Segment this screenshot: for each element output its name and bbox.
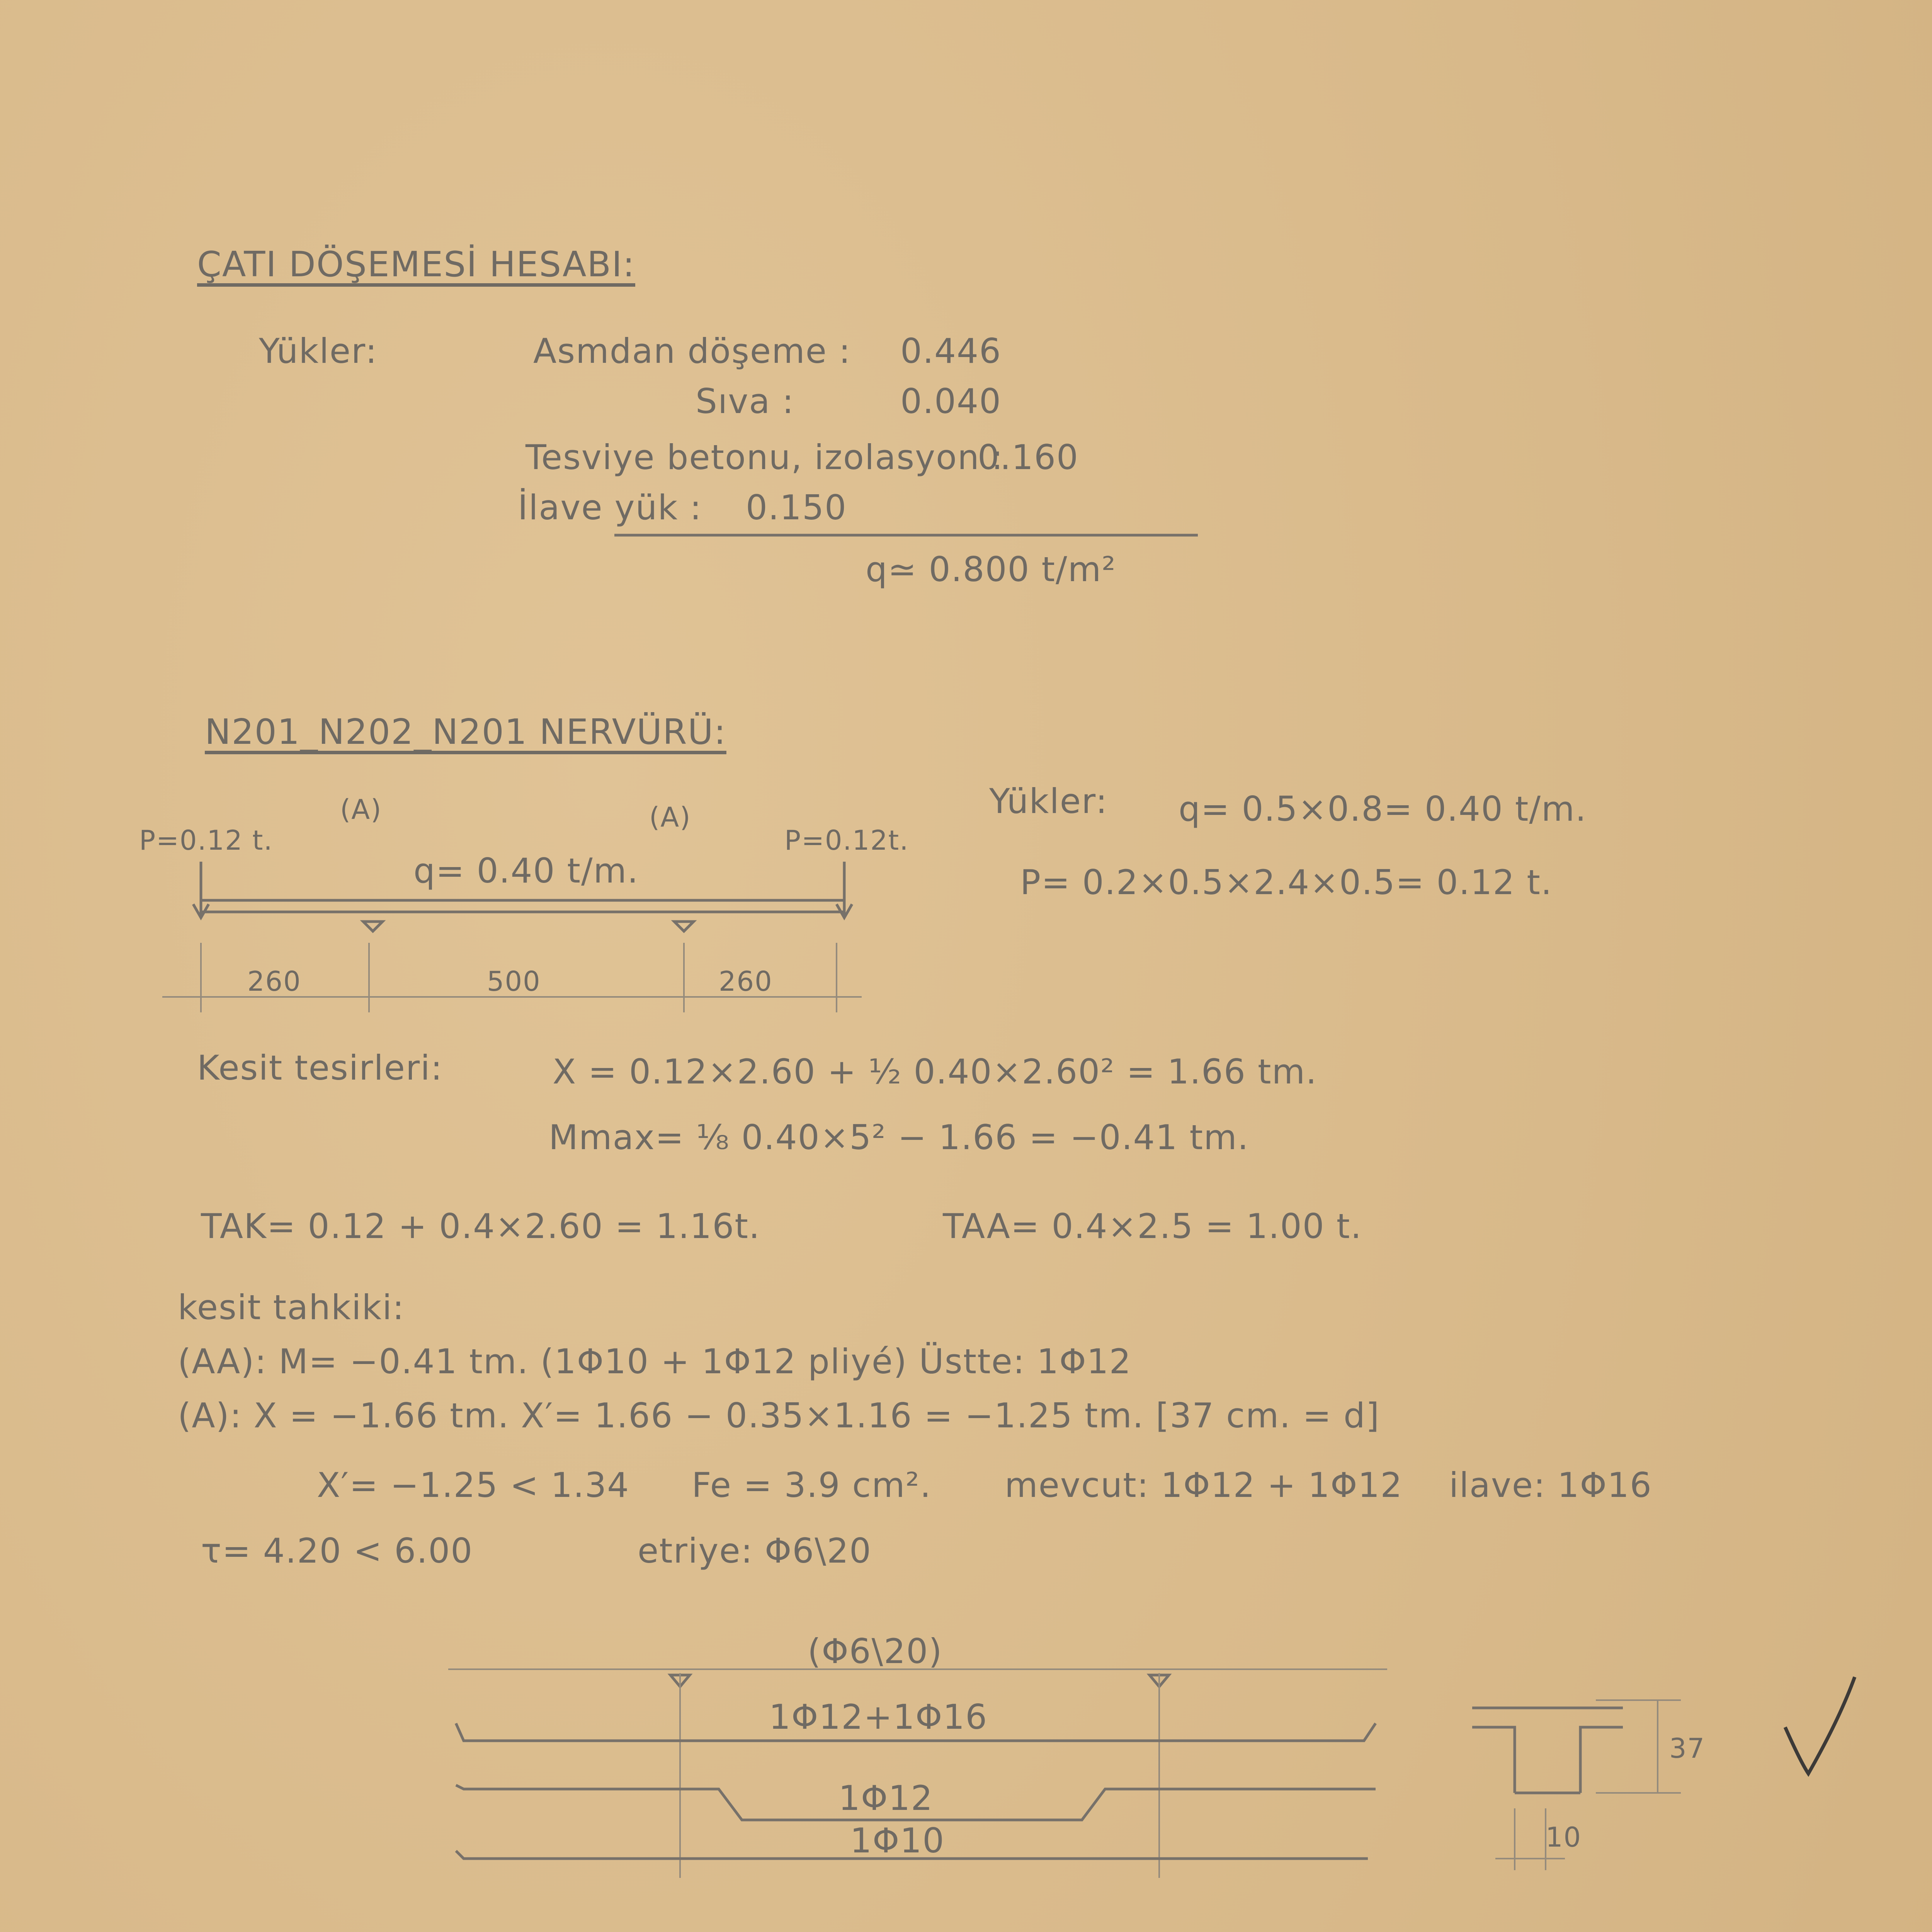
rib-rebar-stirrup: (Φ6\20) [808, 1631, 943, 1671]
rib-check-a: (A): X = −1.66 tm. X′= 1.66 − 0.35×1.16 = −1.25 tm. [37 cm. = d] [178, 1396, 1380, 1435]
rib-rebar-detail [448, 1669, 1387, 1878]
rib-title: N201_N202_N201 NERVÜRÜ: [205, 712, 726, 752]
rib-tau: τ= 4.20 < 6.00 [201, 1531, 473, 1571]
rib-bottom-bar [456, 1851, 1368, 1859]
rib-bent-bar [456, 1785, 1376, 1820]
rib-top-bar [456, 1723, 1376, 1741]
rib-load-diagram [162, 862, 862, 1012]
rib-eq-x: X = 0.12×2.60 + ½ 0.40×2.60² = 1.66 tm. [553, 1052, 1318, 1092]
load-item-name: İlave yük : [518, 488, 702, 527]
rib-rebar-bent: 1Φ12 [838, 1778, 934, 1818]
rib-check-x2: X′= −1.25 < 1.34 [317, 1465, 630, 1505]
load-item-value: 0.160 [978, 437, 1079, 477]
rib-distributed-load: q= 0.40 t/m. [413, 851, 639, 891]
rib-stirrup: etriye: Φ6\20 [638, 1531, 872, 1571]
rib-load-q: q= 0.5×0.8= 0.40 t/m. [1179, 789, 1587, 829]
rib-support-triangle [363, 922, 383, 931]
rib-check-label: kesit tahkiki: [178, 1287, 405, 1327]
rib-loads-label: Yükler: [989, 781, 1108, 821]
rib-support-label: (A) [340, 794, 382, 825]
load-item-name: Tesviye betonu, izolasyon : [526, 437, 1004, 477]
load-item-value: 0.040 [900, 381, 1002, 421]
rib-point-load-right: P=0.12t. [784, 825, 909, 856]
rib-check-ilave: ilave: 1Φ16 [1449, 1465, 1652, 1505]
rib-rebar-bottom: 1Φ10 [850, 1821, 945, 1861]
load-item-value: 0.446 [900, 331, 1002, 371]
rib-section [1472, 1677, 1855, 1870]
load-item-name: Sıva : [696, 381, 794, 421]
rib-span: 500 [487, 966, 541, 997]
rib-section-height: 37 [1669, 1733, 1706, 1764]
check-mark-icon [1785, 1677, 1855, 1774]
load-item-value: 0.150 [746, 488, 847, 527]
rib-point-load-left: P=0.12 t. [139, 825, 273, 856]
rib-support-triangle [674, 922, 694, 931]
rib-check-fe: Fe = 3.9 cm². [692, 1465, 932, 1505]
roof-loads-label: Yükler: [259, 331, 378, 371]
rib-span: 260 [247, 966, 301, 997]
rib-eq-taa: TAA= 0.4×2.5 = 1.00 t. [943, 1206, 1362, 1246]
load-item-name: Asmdan döşeme : [533, 331, 851, 371]
rib-span: 260 [719, 966, 773, 997]
roof-total-load: q≃ 0.800 t/m² [866, 549, 1116, 589]
rib-load-p: P= 0.2×0.5×2.4×0.5= 0.12 t. [1020, 862, 1553, 902]
rib-check-aa: (AA): M= −0.41 tm. (1Φ10 + 1Φ12 pliyé) Üstte: 1Φ12 [178, 1342, 1132, 1381]
rib-section-width: 10 [1546, 1821, 1582, 1853]
rib-eq-tak: TAK= 0.12 + 0.4×2.60 = 1.16t. [201, 1206, 760, 1246]
rib-rebar-top: 1Φ12+1Φ16 [769, 1697, 988, 1737]
rib-check-mevcut: mevcut: 1Φ12 + 1Φ12 [1005, 1465, 1403, 1505]
roof-slab-title: ÇATI DÖŞEMESİ HESABI: [197, 244, 635, 285]
rib-support-label: (A) [649, 801, 691, 833]
rib-eq-mmax: Mmax= ⅛ 0.40×5² − 1.66 = −0.41 tm. [549, 1117, 1249, 1157]
rib-forces-label: Kesit tesirleri: [197, 1048, 443, 1088]
